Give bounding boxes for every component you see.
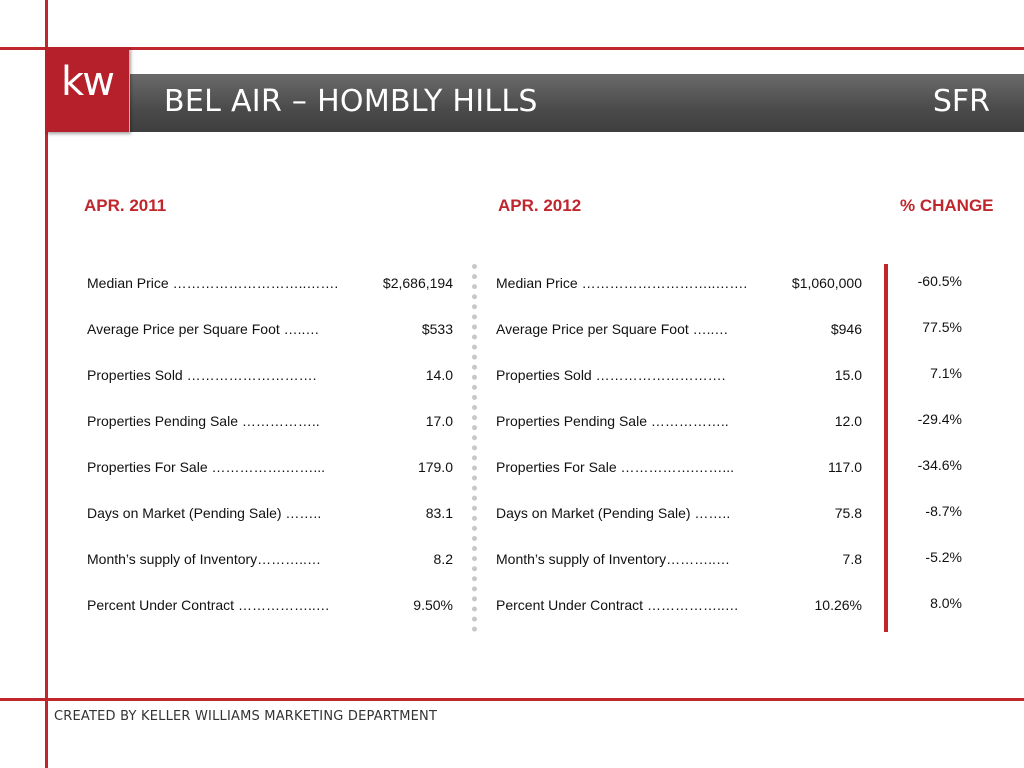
row-label: Percent Under Contract ……………..…: [87, 597, 330, 613]
row-value: $946: [830, 321, 862, 337]
page-title: BEL AIR – HOMBLY HILLS: [164, 84, 538, 119]
row-value: 9.50%: [413, 597, 453, 613]
row-value: $1,060,000: [791, 275, 862, 291]
row-value: 17.0: [425, 413, 453, 429]
column-heading-2012: APR. 2012: [498, 196, 582, 215]
change-value: 77.5%: [922, 319, 962, 335]
row-label: Properties Sold ……………………….: [496, 367, 726, 383]
row-value: 117.0: [828, 459, 862, 475]
logo-text: kw: [61, 59, 113, 105]
row-label: Properties Sold ……………………….: [87, 367, 317, 383]
row-value: 14.0: [425, 367, 453, 383]
row-label: Median Price ………………………..…….: [496, 275, 748, 291]
property-type: SFR: [932, 84, 990, 119]
row-label: Average Price per Square Foot …..…: [87, 321, 320, 337]
row-value: 7.8: [842, 551, 862, 567]
change-value: 7.1%: [930, 365, 962, 381]
kw-logo: [45, 47, 129, 132]
row-value: 10.26%: [814, 597, 862, 613]
row-label: Properties For Sale …………….……...: [87, 459, 326, 475]
bottom-red-rule: [0, 698, 1024, 701]
dotted-divider: [472, 264, 477, 632]
row-label: Properties Pending Sale ……………..: [87, 413, 320, 429]
row-label: Properties Pending Sale ……………..: [496, 413, 729, 429]
row-label: Properties For Sale …………….……...: [496, 459, 735, 475]
change-value: -34.6%: [917, 457, 962, 473]
column-heading-2011: APR. 2011: [84, 196, 167, 215]
change-value: -8.7%: [925, 503, 962, 519]
row-value: 12.0: [834, 413, 862, 429]
top-red-rule: [0, 47, 1024, 50]
change-value: 8.0%: [930, 595, 962, 611]
row-value: 83.1: [425, 505, 453, 521]
row-value: 179.0: [417, 459, 453, 475]
column-heading-change: % CHANGE: [900, 196, 994, 215]
title-banner: [130, 74, 1024, 132]
row-label: Percent Under Contract ……………..…: [496, 597, 739, 613]
row-value: 75.8: [834, 505, 862, 521]
change-value: -5.2%: [925, 549, 962, 565]
row-label: Month’s supply of Inventory………..…: [87, 551, 321, 567]
row-value: $533: [421, 321, 453, 337]
row-label: Average Price per Square Foot …..…: [496, 321, 729, 337]
row-label: Month’s supply of Inventory………..…: [496, 551, 730, 567]
row-value: $2,686,194: [382, 275, 453, 291]
row-value: 8.2: [433, 551, 453, 567]
row-label: Days on Market (Pending Sale) ……..: [496, 505, 731, 521]
row-value: 15.0: [834, 367, 862, 383]
row-label: Median Price ………………………..…….: [87, 275, 339, 291]
change-value: -29.4%: [917, 411, 962, 427]
change-value: -60.5%: [917, 273, 962, 289]
footer-credit: CREATED BY KELLER WILLIAMS MARKETING DEPARTMENT: [54, 709, 438, 724]
row-label: Days on Market (Pending Sale) ……..: [87, 505, 322, 521]
